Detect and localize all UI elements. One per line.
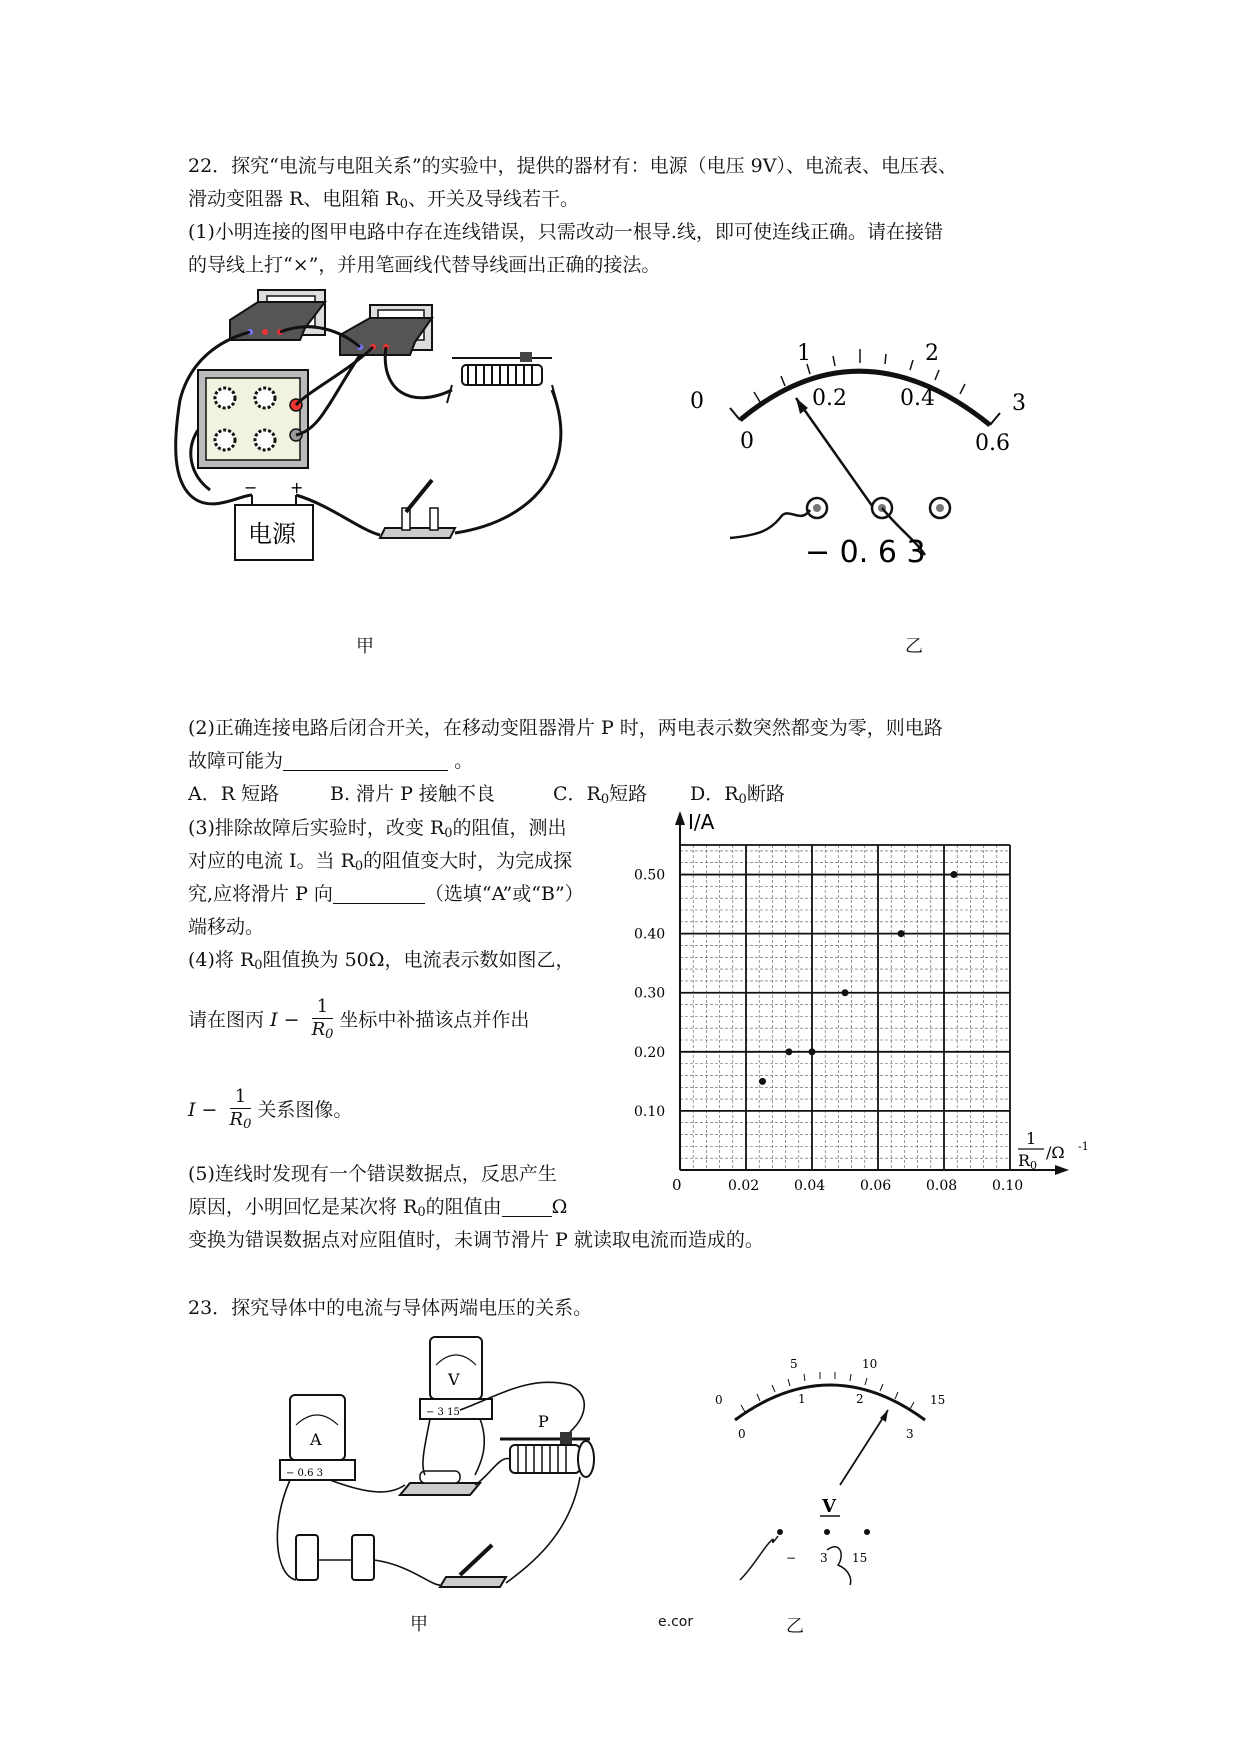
watermark: e.cor	[658, 1614, 694, 1630]
power-supply	[235, 478, 313, 560]
option-b: B. 滑片 P 接触不良	[330, 783, 495, 805]
q22-part5-line3: 变换为错误数据点对应阻值时，未调节滑片 P 就读取电流而造成的。	[188, 1229, 764, 1251]
v-scale-bottom-2: 2	[856, 1392, 864, 1406]
data-point-1	[785, 1048, 792, 1055]
q23-figure-caption-jia: 甲	[410, 1614, 428, 1635]
i-vs-inverse-r-chart	[620, 805, 1090, 1205]
v-scale-bottom-0: 0	[738, 1427, 746, 1441]
figure-caption-yi: 乙	[905, 636, 923, 657]
v-scale-top-0: 0	[715, 1393, 723, 1407]
y-tick-label-3: 0.40	[634, 926, 666, 943]
q22-part3-line1: (3)排除故障后实验时，改变 $R_0$的阻值，测出	[188, 817, 567, 841]
power-label: 电源	[248, 520, 296, 548]
v-terminal-3: 3	[820, 1551, 828, 1565]
x-tick-label-1: 0.04	[794, 1178, 826, 1194]
voltmeter-dial-q23-yi	[710, 1340, 970, 1590]
y-tick-label-1: 0.20	[634, 1044, 666, 1061]
q23-ammeter-label: A	[310, 1430, 322, 1449]
voltmeter-needle	[840, 1410, 888, 1485]
q23-figure-caption-yi: 乙	[786, 1616, 804, 1637]
v-scale-top-1: 5	[790, 1357, 798, 1371]
x-tick-label-3: 0.08	[926, 1178, 958, 1194]
figure-caption-jia: 甲	[356, 636, 374, 657]
q22-part3-line2: 对应的电流 I。当 $R_0$的阻值变大时，为完成探	[188, 850, 573, 874]
q22-stem-line2: 滑动变阻器 R、电阻箱 $R_0$、开关及导线若干。	[188, 188, 579, 212]
ammeter-needle	[796, 398, 875, 510]
q22-part3-line3: 究,应将滑片 P 向 （选填“A”或“B”）	[188, 883, 584, 905]
q23-voltmeter-terminals: − 3 15	[426, 1407, 460, 1418]
x-label-unit-sup: -1	[1078, 1140, 1089, 1153]
q23-slider-label: P	[538, 1412, 549, 1431]
circuit-diagram-jia	[180, 280, 620, 640]
ammeter-scale-bottom-1: 0.2	[812, 386, 847, 411]
x-label-unit: /Ω	[1046, 1143, 1065, 1162]
option-c: C．$R_0$短路	[553, 783, 648, 807]
ammeter-dial-yi	[690, 330, 1060, 590]
q22-part5-line1: (5)连线时发现有一个错误数据点，反思产生	[188, 1163, 557, 1185]
q23-voltmeter	[420, 1337, 492, 1419]
data-points	[759, 871, 957, 1085]
circuit-diagram-q23-jia	[270, 1335, 670, 1605]
x-label-denominator: R	[1018, 1151, 1031, 1170]
x-label-denominator-sub: 0	[1030, 1159, 1037, 1172]
x-label-numerator: 1	[1026, 1129, 1037, 1148]
y-tick-label-2: 0.30	[634, 985, 666, 1002]
v-terminal-minus: −	[786, 1551, 797, 1565]
q23-resistor	[400, 1471, 480, 1495]
y-tick-label-4: 0.50	[634, 867, 666, 884]
minus-sign: −	[244, 478, 258, 497]
x-tick-label-4: 0.10	[992, 1178, 1024, 1194]
data-point-5	[950, 871, 957, 878]
y-axis-arrow	[675, 811, 685, 825]
v-scale-top-3: 15	[930, 1393, 946, 1407]
y-axis-label: I/A	[688, 810, 715, 834]
q22-part1-line2: 的导线上打“×”，并用笔画线代替导线画出正确的接法。	[188, 254, 661, 276]
switch	[380, 480, 455, 538]
answer-blank-resistance[interactable]	[502, 1196, 552, 1217]
v-dial-label: V	[822, 1496, 836, 1517]
v-scale-bottom-3: 3	[906, 1427, 914, 1441]
data-point-4	[898, 930, 905, 937]
x-tick-label-2: 0.06	[860, 1178, 892, 1194]
ammeter-terminals-label: − 0. 6 3	[805, 535, 926, 570]
q22-part3-line4: 端移动。	[188, 916, 265, 938]
q22-part2-line2: 故障可能为 。	[188, 750, 474, 772]
q23-rheostat	[500, 1412, 594, 1477]
resistance-box	[198, 370, 308, 468]
y-tick-label-0: 0.10	[634, 1103, 666, 1120]
q22-part4-line3: I − $\frac{1}{R_0}$ 关系图像。	[188, 1086, 353, 1132]
q22-part4-line1: (4)将 $R_0$阻值换为 50Ω，电流表示数如图乙，	[188, 949, 575, 973]
ammeter-scale-top-3: 3	[1012, 391, 1026, 416]
tick-labels	[634, 868, 1023, 1194]
q23-title: 23．探究导体中的电流与导体两端电压的关系。	[188, 1297, 593, 1319]
x-axis-label	[1018, 1129, 1089, 1172]
ammeter-scale-bottom-0: 0	[740, 429, 754, 454]
q22-part2-line1: (2)正确连接电路后闭合开关，在移动变阻器滑片 P 时，两电表示数突然都变为零，则电路	[188, 717, 943, 739]
ammeter-scale-bottom-3: 0.6	[975, 431, 1010, 456]
q23-ammeter-terminals: − 0.6 3	[286, 1468, 324, 1479]
q22-part4-line2: 请在图丙 I − $\frac{1}{R_0}$ 坐标中补描该点并作出	[188, 996, 530, 1042]
option-d: D．$R_0$断路	[690, 783, 785, 807]
answer-blank-fault[interactable]	[283, 750, 448, 771]
answer-blank-direction[interactable]	[333, 883, 425, 904]
v-terminal-15: 15	[852, 1551, 868, 1565]
x-tick-label-0: 0.02	[728, 1178, 760, 1194]
plus-sign: +	[290, 478, 304, 497]
q23-batteries	[296, 1535, 374, 1580]
ammeter-scale-bottom-2: 0.4	[900, 386, 935, 411]
q22-stem-line1: 22．探究“电流与电阻关系”的实验中，提供的器材有：电源（电压 9V）、电流表、电压表、	[188, 155, 957, 177]
data-point-0	[759, 1078, 766, 1085]
q23-switch	[440, 1545, 506, 1587]
ammeter-scale-top-0: 0	[690, 389, 704, 414]
q23-ammeter	[280, 1395, 355, 1480]
data-point-2	[809, 1048, 816, 1055]
grid-minor	[680, 845, 1010, 1170]
ammeter-scale-top-2: 2	[925, 341, 939, 366]
q22-part5-line2: 原因，小明回忆是某次将 $R_0$的阻值由 Ω	[188, 1196, 568, 1220]
q22-part1-line1: (1)小明连接的图甲电路中存在连线错误，只需改动一根导.线，即可使连线正确。请在接错	[188, 221, 943, 243]
data-point-3	[842, 989, 849, 996]
ammeter-scale-top-1: 1	[797, 341, 811, 366]
x-axis-arrow	[1055, 1165, 1069, 1175]
grid-major	[680, 845, 1010, 1170]
option-a: A．R 短路	[188, 783, 280, 805]
q23-voltmeter-label: V	[448, 1370, 460, 1389]
origin-label: 0	[672, 1176, 682, 1194]
v-scale-top-2: 10	[862, 1357, 878, 1371]
rheostat	[447, 352, 557, 403]
v-scale-bottom-1: 1	[798, 1392, 806, 1406]
